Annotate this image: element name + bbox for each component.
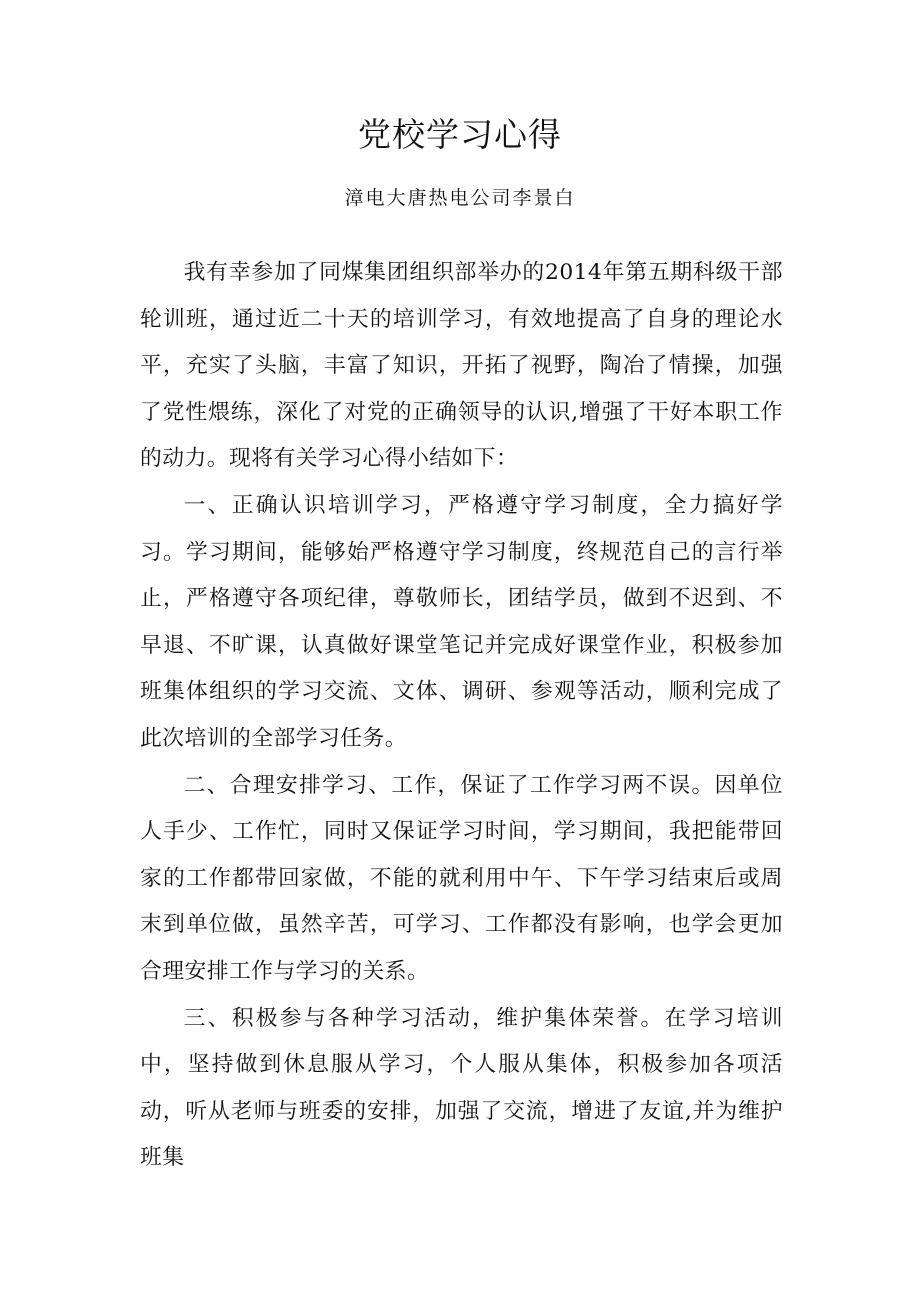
paragraph-section-3: 三、积极参与各种学习活动，维护集体荣誉。在学习培训中，坚持做到休息服从学习，个人服从集体，积极参加各项活动，听从老师与班委的安排，加强了交流，增进了友谊,并为维护班集 (140, 1005, 783, 1171)
paragraph-section-2: 二、合理安排学习、工作，保证了工作学习两不误。因单位人手少、工作忙，同时又保证学习时间，学习期间，我把能带回家的工作都带回家做，不能的就利用中午、下午学习结束后或周末到单位做，虽然辛苦，可学习、工作都没有影响，也学会更加合理安排工作与学习的关系。 (140, 772, 783, 984)
paragraph-intro: 我有幸参加了同煤集团组织部举办的2014年第五期科级干部轮训班，通过近二十天的培训学习，有效地提高了自身的理论水平，充实了头脑，丰富了知识，开拓了视野，陶冶了情操，加强了党性煨练，深化了对党的正确领导的认识,增强了干好本职工作的动力。现将有关学习心得小结如下： (140, 260, 783, 472)
document-author: 漳电大唐热电公司李景白 (344, 187, 576, 209)
document-title: 党校学习心得 (358, 115, 562, 154)
paragraph-section-1: 一、正确认识培训学习，严格遵守学习制度，全力搞好学习。学习期间，能够始严格遵守学习制度，终规范自己的言行举止，严格遵守各项纪律，尊敬师长，团结学员，做到不迟到、不早退、不旷课，认真做好课堂笔记并完成好课堂作业，积极参加班集体组织的学习交流、文体、调研、参观等活动，顺利完成了此次培训的全部学习任务。 (140, 492, 783, 751)
document-body (140, 250, 783, 1182)
